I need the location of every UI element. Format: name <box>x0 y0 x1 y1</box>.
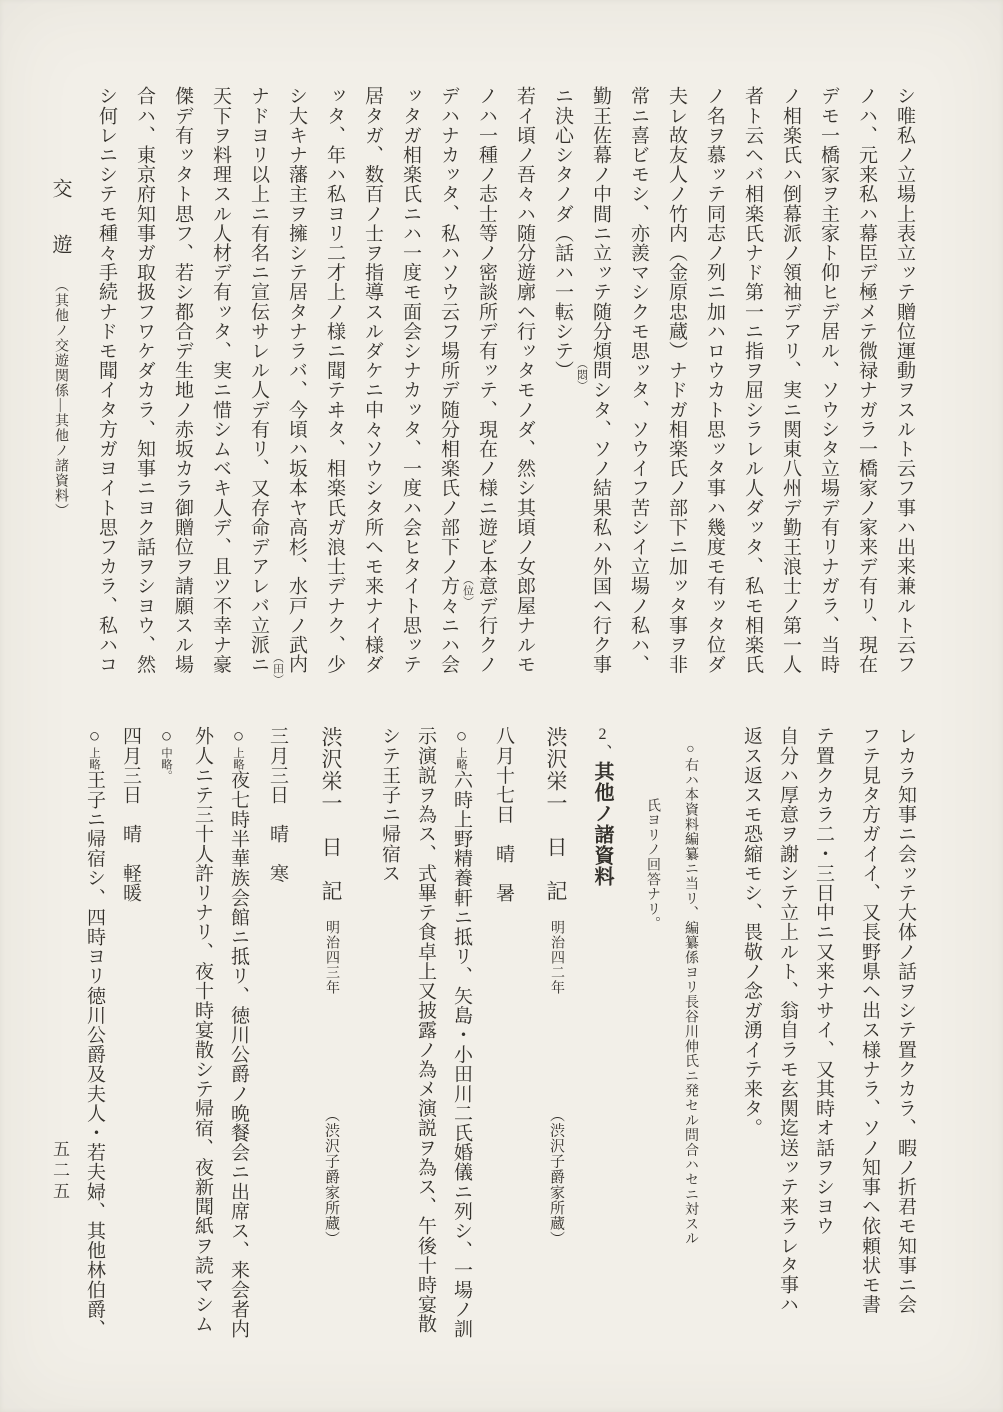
editor-note-column: ○右ハ本資料編纂ニ当リ、編纂係ヨリ長谷川伸氏ニ発セル問合ハセニ対スル <box>683 742 698 1247</box>
bottom-text-block <box>76 726 923 1374</box>
correction-note: （田） <box>271 652 284 686</box>
text-column: シ唯私ノ立場上表立ッテ贈位運動ヲスルト云フ事ハ出来兼ルト云フ <box>894 86 915 674</box>
corrected-char <box>271 652 307 686</box>
diary-owner: （渋沢子爵家所蔵） <box>323 1107 339 1247</box>
diary-date-column: 三月三日 晴 寒 <box>267 726 288 883</box>
text-column: 常ニ喜ビモシ、亦羨マシクモ思ッタ、ソウイフ苦シイ立場ノ私ハ、 <box>628 86 649 674</box>
column-text: シ大キナ藩主ヲ擁シテ居タナラバ、今頃ハ坂本ヤ高杉、水戸ノ武 <box>286 86 307 655</box>
correction-note: （悶） <box>575 358 588 392</box>
section-number: 2、 <box>594 726 611 761</box>
text-column <box>271 86 315 714</box>
diary-era: 明治四二年 <box>549 920 564 995</box>
text-column: ノハ、元来私ハ幕臣デ極メテ微禄ナガラ一橋家ノ家来デ有リ、現在 <box>856 86 877 674</box>
text-column: レカラ知事ニ会ッテ大体ノ話ヲシテ置クカラ、暇ノ折君モ知事ニ会 <box>895 726 916 1314</box>
top-text-block <box>87 86 923 714</box>
diary-owner: （渋沢子爵家所蔵） <box>548 1107 564 1247</box>
column-text: 六時上野精養軒ニ抵リ、矢島・小田川二氏婚儀ニ列シ、一場ノ訓 <box>451 770 472 1339</box>
text-column: ノ名ヲ慕ッテ同志ノ列ニ加ハロウカト思ッタ事ハ幾度モ有ッタ位ダ <box>704 86 725 674</box>
anchor-char: 問 <box>590 360 611 381</box>
running-head <box>46 178 75 518</box>
diary-title: 渋沢栄一 日 記 <box>544 726 568 902</box>
text-column: ニ決心シタノダ（話ハ一転シテ） <box>552 86 573 380</box>
diary-title-column <box>538 726 574 1374</box>
diary-title: 渋沢栄一 日 記 <box>319 726 343 902</box>
text-column: 示演説ヲ為ス、式畢テ食卓上又披露ノ為メ演説ヲ為ス、午後十時宴散 <box>415 726 436 1334</box>
page-number: 五二五 <box>50 1140 69 1203</box>
running-head-subtitle: （其他ノ交遊関係―其他ノ諸資料） <box>53 278 68 518</box>
text-column: ッタガ相楽氏ニハ一度モ面会シナカッタ、一度ハ会ヒタイト思ッテ <box>400 86 421 674</box>
diary-title-column <box>313 726 349 1374</box>
text-column: フテ見タ方ガイイ、又長野県ヘ出ス様ナラ、ソノ知事ヘ依頼状モ書 <box>859 726 880 1314</box>
text-column <box>148 726 184 1374</box>
omission-circle-mark: ○ <box>228 726 249 747</box>
text-column: 自分ハ厚意ヲ謝シテ立上ルト、翁自ラモ玄関迄送ッテ来ラレタ事ハ <box>777 726 798 1314</box>
text-column <box>461 86 505 714</box>
diary-era: 明治四三年 <box>324 920 339 995</box>
section-title: 其他ノ諸資料 <box>591 761 613 887</box>
text-column: 天下ヲ料理スル人材デ有ッタ、実ニ惜シムベキ人デ、且ツ不幸ナ豪 <box>210 86 231 674</box>
omission-circle-mark: ○ <box>156 726 177 747</box>
text-column <box>76 726 112 1374</box>
corrected-char <box>461 574 497 607</box>
text-column: ノ相楽氏ハ倒幕派ノ領袖デアリ、実ニ関東八州デ勤王浪士ノ第一人 <box>780 86 801 674</box>
omission-circle-mark: ○ <box>84 726 105 747</box>
anchor-char: 内 <box>286 654 307 675</box>
text-column: デハナカッタ、私ハソウ云フ場所デ随分相楽氏ノ部下ノ方々ニハ会 <box>438 86 459 674</box>
anchor-char: 意 <box>476 576 497 596</box>
diary-date-column: 八月十七日 晴 暑 <box>493 726 514 903</box>
omission-label: 上略 <box>232 747 244 770</box>
text-column: 居タガ、数百ノ士ヲ指導スルダケニ中々ソウシタ所ヘモ来ナイ様ダ <box>362 86 383 674</box>
text-column <box>575 86 619 714</box>
text-column: シテ王子ニ帰宿ス <box>379 726 400 883</box>
text-column: 外人ニテ三十人許リナリ、夜十時宴散シテ帰宿、夜新聞紙ヲ読マシム <box>192 726 213 1334</box>
corrected-char <box>575 358 611 392</box>
text-column: 合ハ、東京府知事ガ取扱フワケダカラ、知事ニヨク話ヲシヨウ、然 <box>134 86 155 674</box>
omission-label: 中略。 <box>160 747 172 782</box>
omission-circle-mark: ○ <box>451 726 472 747</box>
column-text: シタ、ソノ結果私ハ外国ヘ行ク事 <box>590 380 611 675</box>
section-header <box>584 726 620 1374</box>
text-column: 夫レ故友人ノ竹内（金原忠蔵）ナドガ相楽氏ノ部下ニ加ッタ事ヲ非 <box>666 86 687 674</box>
column-text: デ行クノ <box>476 595 497 675</box>
text-column: ッタ、年ハ私ヨリ二才上ノ様ニ聞テヰタ、相楽氏ガ浪士デナク、少 <box>324 86 345 674</box>
correction-note: （位） <box>461 574 474 607</box>
text-column: デモ一橋家ヲ主家ト仰ヒデ居ル、ソウシタ立場デ有リナガラ、当時 <box>818 86 839 674</box>
text-column: 返ス返スモ恐縮モシ、畏敬ノ念ガ湧イテ来タ。 <box>741 726 762 1138</box>
text-column: 傑デ有ッタト思フ、若シ都合デ生地ノ赤坂カラ御贈位ヲ請願スル場 <box>172 86 193 674</box>
column-text: 勤王佐幕ノ中間ニ立ッテ随分煩 <box>590 86 611 361</box>
omission-label: 上略 <box>455 747 467 770</box>
text-column: テ置クカラ二・三日中ニ又来ナサイ、又其時オ話ヲシヨウ <box>813 726 834 1236</box>
text-column: 若イ頃ノ吾々ハ随分遊廓ヘ行ッタモノダ、然シ其頃ノ女郎屋ナルモ <box>514 86 535 674</box>
column-text: 王子ニ帰宿シ、四時ヨリ徳川公爵及夫人・若夫婦、其他林伯爵、 <box>84 770 105 1339</box>
column-text: ノハ一種ノ志士等ノ密談所デ有ッテ、現在ノ様ニ遊ビ本 <box>476 86 497 576</box>
column-text: 夜七時半華族会館ニ抵リ、徳川公爵ノ晩餐会ニ出席ス、来会者内 <box>228 770 249 1339</box>
text-column: 者ト云ヘバ相楽氏ナド第一ニ指ヲ屈シラレル人ダッタ、私モ相楽氏 <box>742 86 763 674</box>
diary-date-column: 四月三日 晴 軽暖 <box>120 726 141 903</box>
text-column <box>443 726 479 1374</box>
running-head-title: 交 遊 <box>49 178 71 262</box>
editor-note-column: 氏ヨリノ回答ナリ。 <box>645 798 660 932</box>
text-column: ナドヨリ以上ニ有名ニ宣伝サレル人デ有リ、又存命デアレバ立派ニ <box>248 86 269 674</box>
omission-label: 上略 <box>88 747 100 770</box>
text-column: シ何レニシテモ種々手続ナドモ聞イタ方ガヨイト思フカラ、私ハコ <box>96 86 117 674</box>
text-column <box>220 726 256 1374</box>
